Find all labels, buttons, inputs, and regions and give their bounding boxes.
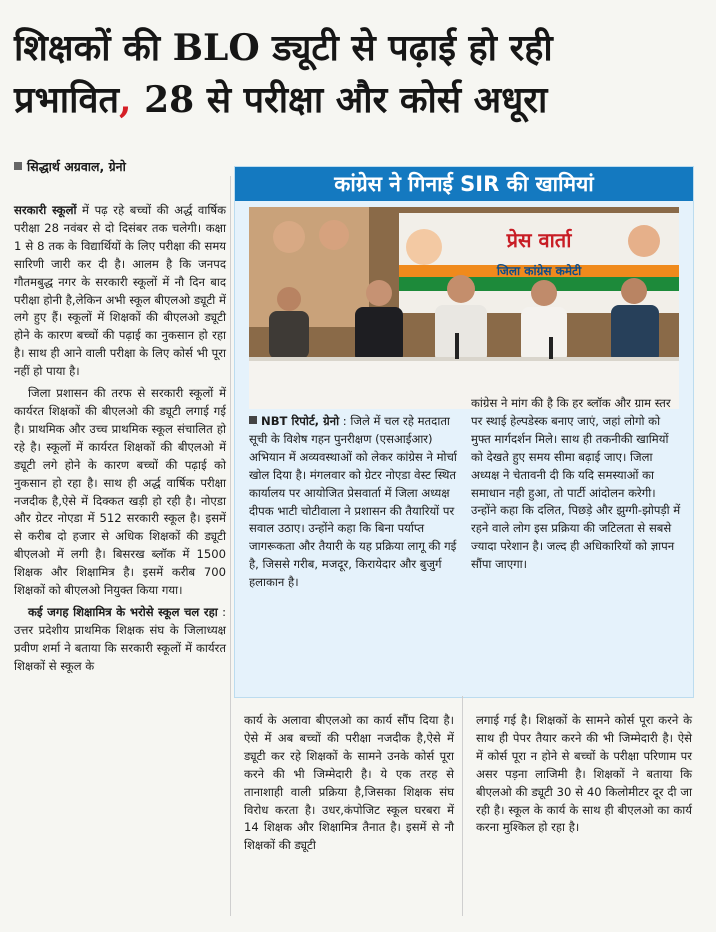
headline-comma: , — [118, 79, 132, 121]
main-column-right — [476, 712, 692, 841]
byline-text: सिद्धार्थ अग्रवाल, ग्रेनो — [27, 159, 126, 174]
nbt-report-label: NBT रिपोर्ट, ग्रेनो — [261, 414, 340, 428]
square-bullet-icon — [14, 162, 22, 170]
headline-line-2 — [14, 74, 704, 126]
main-paragraph-1-text: में पढ़ रहे बच्चों की अर्द्ध वार्षिक परीक्षा 28 नवंबर से दो दिसंबर तक चलेगी। कक्षा 1 से 8 तक के विद्यार्थियों के लिए परीक्षा की समय सारिणी जारी कर दी है। आलम है कि जनपद गौतमबुद्ध नगर के सरकारी स्कूलों में नौ दिन बाद परीक्षा होनी है,लेकिन अभी स्कूल बीएलओ ड्यूटी में लगे हुए हैं। स्कूलों में शिक्षकों की बीएलओ ड्यूटी होने के कारण बच्चों की पढ़ाई का नुकसान हो रहा है। साथ ही आने वाली परीक्षा के लिए कोर्स भी पूरा नहीं हो पाया है। — [14, 203, 226, 379]
main-paragraph-2: जिला प्रशासन की तरफ से सरकारी स्कूलों में कार्यरत शिक्षकों की बीएलओ की ड्यूटी लगाई गई है। प्राथमिक और उच्च प्राथमिक स्कूल संचालित हो रहे है। स्कूलों में कार्यरत शिक्षकों की बीएलओ में ड्यूटी लगे होने के कारण बच्चों की पढ़ाई को नुकसान हो रहा है। साथ ही अर्द्ध वार्षिक परीक्षा नजदीक है,ऐसे में दिक्कत खड़ी हो रही है। नोएडा और ग्रेटर नोएडा में 512 सरकारी स्कूल है। इसमें से करीब दो हजार से अधिक शिक्षकों की ड्यूटी बीएलओ में लगी है। बिसरख ब्लॉक में 1500 शिक्षक और शिक्षामित्र है। इसमें करीब 700 शिक्षकों को बीएलओ नियुक्त किया गया। — [14, 386, 226, 598]
headline-line-2-part-b: 28 से परीक्षा और कोर्स अधूरा — [131, 79, 548, 121]
microphone-icon — [455, 333, 459, 359]
box-title-part-a: कांग्रेस ने गिनाई — [334, 172, 461, 196]
main-paragraph-3-text: : उत्तर प्रदेशीय प्राथमिक शिक्षक संघ के जिलाध्यक्ष प्रवीण शर्मा ने बताया कि सरकारी स्कूलों में कार्यरत शिक्षकों से स्कूल के — [14, 604, 226, 673]
byline — [14, 158, 126, 175]
column-divider — [230, 176, 231, 916]
box-title — [235, 167, 693, 201]
banner-hand-symbol-icon — [406, 229, 442, 265]
square-bullet-icon — [249, 416, 257, 424]
banner-heading: प्रेस वार्ता — [506, 228, 572, 252]
microphone-2-icon — [549, 337, 553, 359]
headline-line-1: शिक्षकों की BLO ड्यूटी से पढ़ाई हो रही — [14, 27, 553, 69]
main-lead-words: सरकारी स्कूलों — [14, 203, 77, 217]
main-subhead: कई जगह शिक्षामित्र के भरोसे स्कूल चल रहा — [28, 604, 218, 619]
box-title-part-c: की खामियां — [499, 172, 594, 196]
box-right-text: कांग्रेस ने मांग की है कि हर ब्लॉक और ग्राम स्तर पर स्थाई हेल्पडेस्क बनाए जाएं, जहां लोगो को मुफ्त मार्गदर्शन मिले। साथ ही तकनीकी खामियों को देखते हुए समय सीमा बढ़ाई जाए। जिला अध्यक्ष ने चेतावनी दी कि यदि समस्याओं का समाधान नही हुआ, तो पार्टी आंदोलन करेगी। उन्होंने कहा कि दलित, पिछड़े और झुग्गी-झोपड़ी में रहने वाले लोग इस प्रक्रिया की जटिलता से सबसे ज्यादा परेशान है। जल्द ही अधिकारियों को ज्ञापन सौंपा जाएगा। — [471, 396, 681, 572]
nbt-report-lead — [249, 414, 339, 428]
box-left-text — [249, 413, 461, 592]
congress-boxed-story — [234, 166, 694, 698]
wall-portrait-2-icon — [319, 220, 349, 250]
press-conference-photo — [249, 207, 679, 409]
main-paragraph-4: कार्य के अलावा बीएलओ का कार्य सौंप दिया है। ऐसे में अब बच्चों की परीक्षा नजदीक है,ऐसे में ड्यूटी कर रहे शिक्षकों के सामने उनके कोर्स पूरा करने की भी जिम्मेदारी है। ये एक तरह से तानाशाही वाली प्रक्रिया है,जिसका शिक्षक संघ विरोध करता है। उधर,कंपोजिट स्कूल घरबरा में 14 शिक्षक और शिक्षामित्र तैनात है। इसमें से नौ शिक्षकों की ड्यूटी — [244, 713, 454, 853]
wall-portrait-1-icon — [273, 221, 305, 253]
photo-left-wall — [249, 207, 369, 327]
banner-portrait-icon — [628, 225, 660, 257]
main-column-left — [14, 202, 226, 680]
headline-line-2-part-a: प्रभावित — [14, 79, 119, 121]
headline — [14, 22, 704, 126]
main-paragraph-3 — [14, 604, 226, 676]
main-paragraph-1 — [14, 202, 226, 381]
table-edge — [249, 357, 679, 361]
main-paragraph-5: लगाई गई है। शिक्षकों के सामने कोर्स पूरा करने के साथ ही पेपर तैयार करने की भी जिम्मेदारी है। ऐसे में कोर्स पूरा न होने से बच्चों के परीक्षा परिणाम पर असर पड़ना लाजिमी है। शिक्षकों ने बताया कि बीएलओ की ड्यूटी 30 से 40 किलोमीटर दूर दी जा रही है। स्कूल के कार्य के साथ ही बीएलओ का कार्य करना मुश्किल हो रहा है। — [476, 713, 692, 835]
box-left-body: : जिले में चल रहे मतदाता सूची के विशेष गहन पुनरीक्षण (एसआईआर) अभियान में अव्यवस्थाओं को लेकर कांग्रेस ने मोर्चा खोल दिया है। मंगलवार को ग्रेटर नोएडा वेस्ट स्थित कार्यालय पर आयोजित प्रेसवार्ता में जिला अध्यक्ष दीपक भाटी चोटीवाला ने प्रशासन की तैयारियों पर सवाल उठाए। उन्होंने कहा कि बिना पर्याप्त जागरूकता और तैयारी के यह प्रक्रिया लागू की गई है, जिससे गरीब, मजदूर, किरायेदार और बुजुर्ग हलाकान है। — [249, 414, 457, 590]
banner-subheading: जिला कांग्रेस कमेटी — [496, 264, 582, 278]
press-conference-illustration — [249, 207, 679, 409]
column-divider-2 — [462, 696, 463, 916]
box-title-sir: SIR — [460, 172, 500, 196]
main-column-middle — [244, 712, 454, 859]
